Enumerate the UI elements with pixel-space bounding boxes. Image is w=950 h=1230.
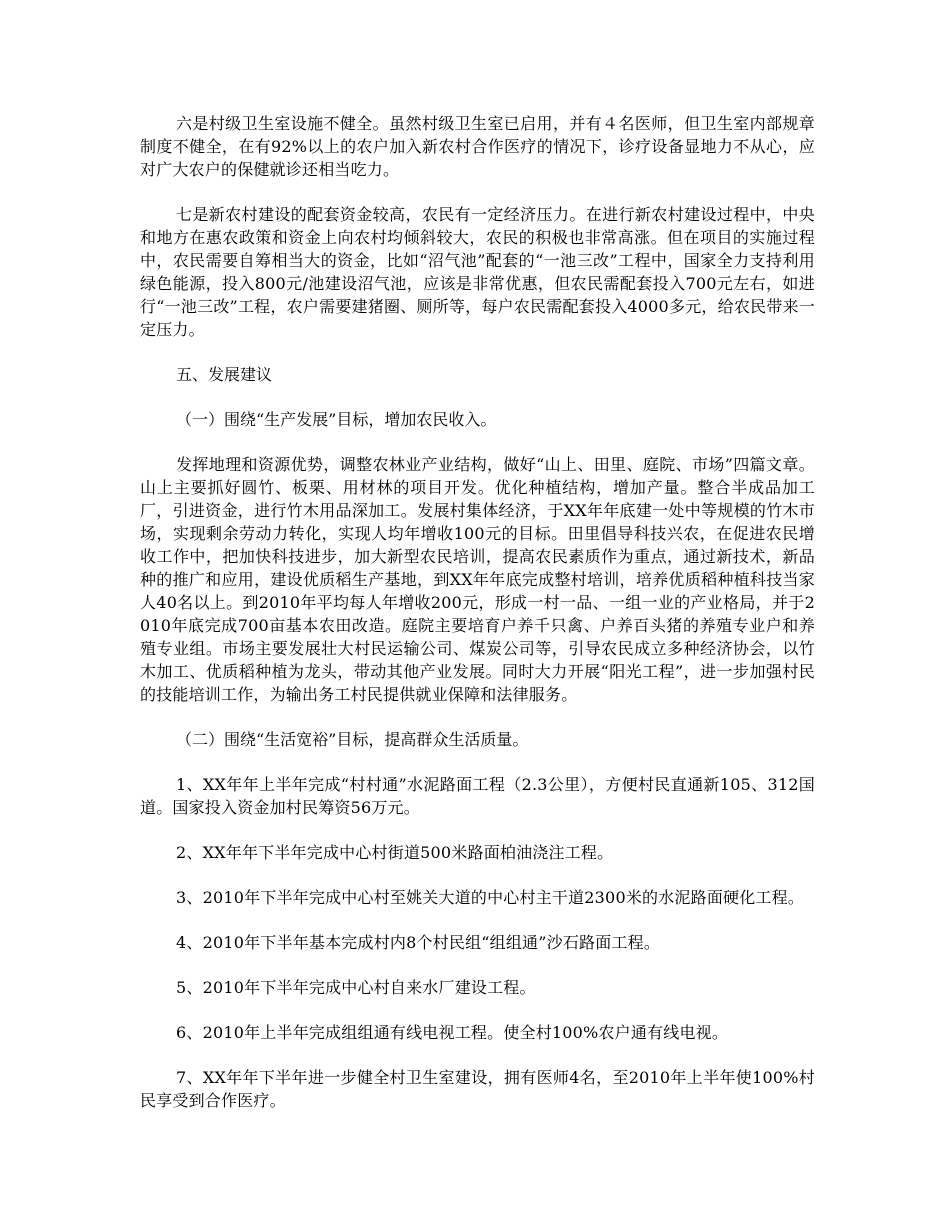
section-heading-development-suggestions: 五、发展建议 <box>176 365 273 384</box>
list-item-main-road: 3、2010年下半年完成中心村至姚关大道的中心村主干道2300米的水泥路面硬化工程。 <box>176 888 805 907</box>
paragraph-production-plan: 发挥地理和资源优势，调整农林业产业结构，做好“山上、田里、庭院、市场”四篇文章。山上主要抓好圆竹、板栗、用材林的项目开发。优化种植结构，增加产量。整合半成品加工厂，引进资金，进行竹木用品深加工。发展村集体经济，于XX年年底建一处中等规模的竹木市场，实现剩余劳动力转化，实现人均年增收100元的目标。田里倡导科技兴农，在促进农民增收工作中，把加快科技进步，加大新型农民培训，提高农民素质作为重点，通过新技术，新品种的推广和应用，建设优质稻生产基地，到XX年年底完成整村培训，培养优质稻种植科技当家人40名以上。到2010年平均每人年增收200元，形成一村一品、一组一业的产业格局，并于2010年底完成700亩基本农田改造。庭院主要培育户养千只禽、户养百头猪的养殖专业户和养殖专业组。市场主要发展壮大村民运输公司、煤炭公司等，引导农民成立多种经济协会，以竹木加工、优质稻种植为龙头，带动其他产业发展。同时大力开展“阳光工程”，进一步加强村民的技能培训工作，为输出务工村民提供就业保障和法律服务。 <box>140 455 815 704</box>
list-item-waterworks: 5、2010年下半年完成中心村自来水厂建设工程。 <box>176 978 536 997</box>
list-item-gravel-roads: 4、2010年下半年基本完成村内8个村民组“组组通”沙石路面工程。 <box>176 933 661 952</box>
subheading-production-development: （一）围绕“生产发展”目标，增加农民收入。 <box>176 410 497 429</box>
list-item-clinic: 7、XX年年下半年进一步健全村卫生室建设，拥有医师4名，至2010年上半年使100%村民享受到合作医疗。 <box>140 1068 815 1110</box>
paragraph-funding-pressure: 七是新农村建设的配套资金较高，农民有一定经济压力。在进行新农村建设过程中，中央和地方在惠农政策和资金上向农村均倾斜较大，农民的积极也非常高涨。但在项目的实施过程中，农民需要自筹相当大的资金，比如“沼气池”配套的“一池三改”工程中，国家全力支持利用绿色能源，投入800元/池建设沼气池，应该是非常优惠，但农民需配套投入700元左右，如进行“一池三改”工程，农户需要建猪圈、厕所等，每户农民需配套投入4000多元，给农民带来一定压力。 <box>140 205 815 339</box>
paragraph-clinic-facilities: 六是村级卫生室设施不健全。虽然村级卫生室已启用，并有４名医师，但卫生室内部规章制度不健全，在有92%以上的农户加入新农村合作医疗的情况下，诊疗设备显地力不从心，应对广大农户的保健就诊还相当吃力。 <box>140 114 815 179</box>
document-page <box>140 112 815 1134</box>
list-item-cable-tv: 6、2010年上半年完成组组通有线电视工程。使全村100%农户通有线电视。 <box>176 1023 729 1042</box>
subheading-living-standards: （二）围绕“生活宽裕”目标，提高群众生活质量。 <box>176 730 529 749</box>
list-item-road-project: 1、XX年年上半年完成“村村通”水泥路面工程（2.3公里），方便村民直通新105、312国道。国家投入资金加村民筹资56万元。 <box>140 775 815 817</box>
list-item-street-paving: 2、XX年年下半年完成中心村街道500米路面柏油浇注工程。 <box>176 843 614 862</box>
